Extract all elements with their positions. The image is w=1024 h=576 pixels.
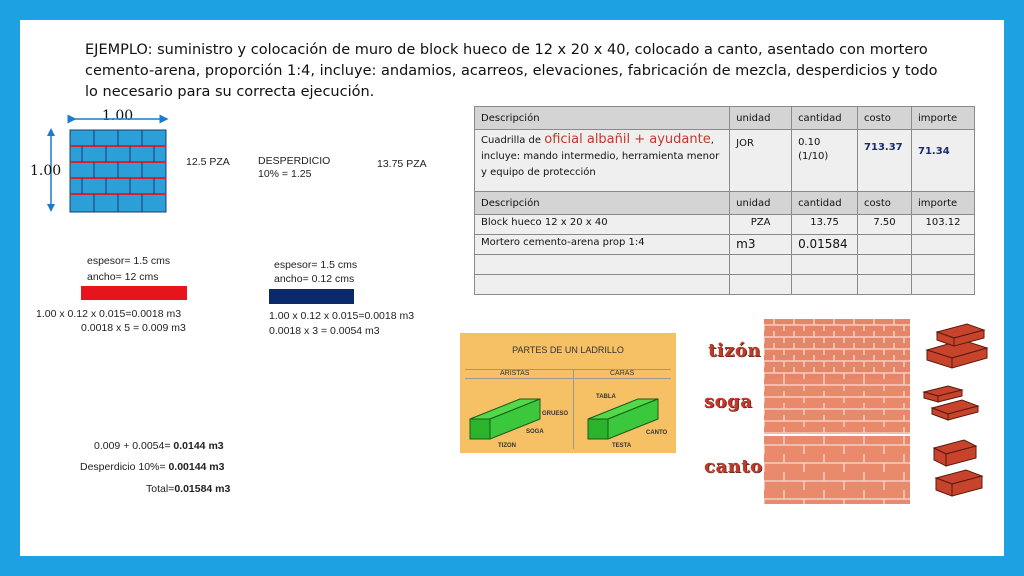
waste-line — [80, 461, 225, 473]
header-cell: Descripción — [475, 192, 730, 215]
labor-description: Cuadrilla de oficial albañil + ayudante, incluye: mando intermedio, herramienta menor y equipo de protección — [475, 130, 730, 192]
sum-line — [94, 440, 224, 452]
part-label: GRUESO — [542, 411, 569, 417]
mortar-h-bar — [81, 286, 187, 300]
pieces-count: 12.5 PZA — [186, 156, 230, 168]
mortar-v-width: ancho= 0.12 cms — [274, 273, 355, 285]
bond-label-soga: soga — [704, 391, 753, 412]
header-cell: costo — [858, 107, 912, 130]
part-label: TIZON — [498, 443, 516, 449]
sum-prefix: 0.009 + 0.0054= — [94, 440, 174, 452]
brick-wall-soga — [764, 379, 910, 434]
table-row-empty — [475, 255, 975, 275]
block-wall — [70, 130, 166, 212]
part-label: SOGA — [526, 429, 544, 435]
labor-amount: 71.34 — [912, 130, 975, 192]
brick-stack-soga-icon — [918, 382, 988, 424]
total-line — [146, 483, 230, 495]
total-value: 0.01584 m3 — [174, 483, 231, 495]
aristas-header: ARISTAS — [500, 370, 530, 377]
mortar-h-calc2: 0.0018 x 5 = 0.009 m3 — [81, 322, 186, 334]
header-cell: importe — [912, 107, 975, 130]
labor-cost: 713.37 — [858, 130, 912, 192]
waste-total-value: 0.00144 m3 — [168, 461, 225, 473]
cost-table — [474, 106, 975, 295]
labor-highlight: oficial albañil + ayudante — [544, 132, 711, 147]
part-label: TESTA — [612, 443, 632, 449]
table-header-labor — [475, 107, 975, 130]
wall-diagram — [60, 108, 180, 218]
header-cell: unidad — [730, 107, 792, 130]
bond-label-tizon: tizón — [708, 340, 761, 361]
caras-header: CARAS — [610, 370, 635, 377]
header-cell: importe — [912, 192, 975, 215]
mortar-h-width: ancho= 12 cms — [87, 271, 159, 283]
part-label: CANTO — [646, 430, 668, 436]
waste-value: 10% = 1.25 — [258, 168, 312, 180]
table-header-materials — [475, 192, 975, 215]
table-row: Block hueco 12 x 20 x 40 PZA 13.75 7.50 103.12 — [475, 215, 975, 235]
mortar-h-thickness: espesor= 1.5 cms — [87, 255, 171, 267]
mortar-v-calc2: 0.0018 x 3 = 0.0054 m3 — [269, 325, 380, 337]
table-row-empty — [475, 275, 975, 295]
brick-wall-tizon — [764, 319, 910, 379]
table-row-labor — [475, 130, 975, 192]
mortar-v-calc1: 1.00 x 0.12 x 0.015=0.0018 m3 — [269, 310, 415, 322]
brick-parts-title: PARTES DE UN LADRILLO — [512, 345, 624, 355]
header-cell: costo — [858, 192, 912, 215]
labor-unit: JOR — [730, 130, 792, 192]
brick-parts-panel — [460, 333, 676, 453]
wall-width-label: 1.00 — [102, 108, 134, 124]
labor-quantity: 0.10 (1/10) — [792, 130, 858, 192]
brick-stack-canto-icon — [924, 434, 994, 504]
pieces-total: 13.75 PZA — [377, 158, 427, 170]
header-cell: unidad — [730, 192, 792, 215]
table-row: Mortero cemento-arena prop 1:4 m3 0.01584 — [475, 235, 975, 255]
brick-stack-tizon-icon — [922, 320, 994, 380]
wall-height-label: 1.00 — [30, 163, 62, 179]
brick-wall-canto — [764, 436, 910, 504]
mortar-v-bar — [269, 289, 354, 304]
bond-label-canto: canto — [704, 456, 763, 477]
header-cell: cantidad — [792, 192, 858, 215]
header-cell: Descripción — [475, 107, 730, 130]
total-prefix: Total= — [146, 483, 175, 495]
mortar-v-thickness: espesor= 1.5 cms — [274, 259, 358, 271]
sum-value: 0.0144 m3 — [173, 440, 224, 452]
waste-label: DESPERDICIO — [258, 155, 331, 167]
waste-prefix: Desperdicio 10%= — [80, 461, 169, 473]
page-title: EJEMPLO: suministro y colocación de muro de block hueco de 12 x 20 x 40, colocado a canto, asentado con mortero cemento-arena, proporción 1:4, incluye: andamios, acarreos, elevaciones, fabricación de mezcla, desperdicios y todo lo necesario para su correcta ejecución. — [85, 42, 938, 100]
header-cell: cantidad — [792, 107, 858, 130]
mortar-h-calc1: 1.00 x 0.12 x 0.015=0.0018 m3 — [36, 308, 182, 320]
part-label: TABLA — [596, 394, 616, 400]
